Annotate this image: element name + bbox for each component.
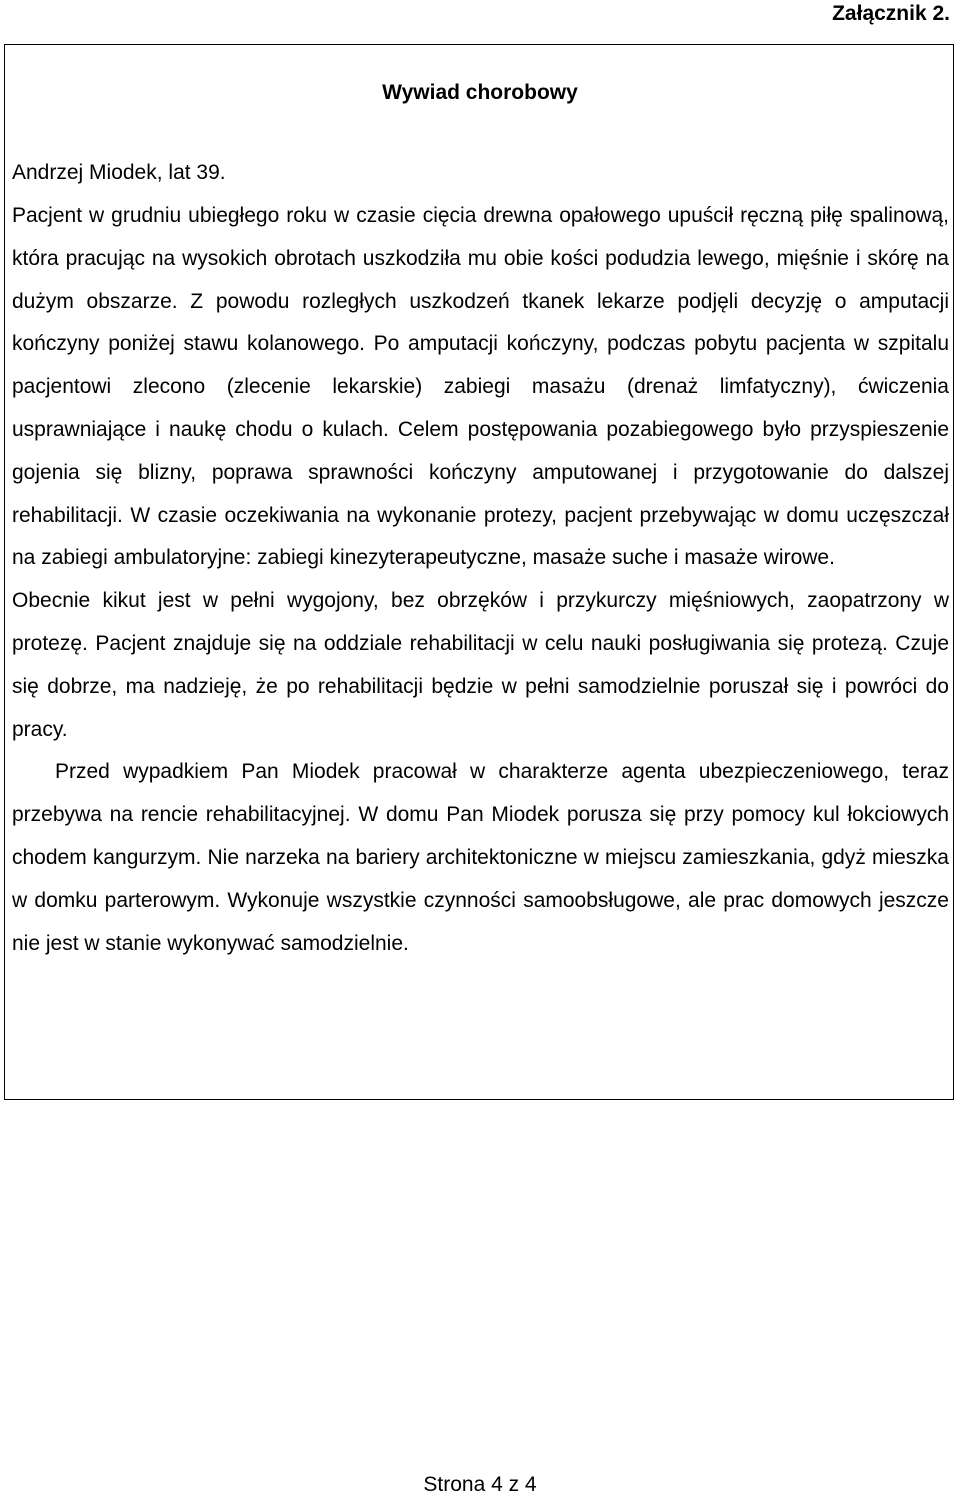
document-title: Wywiad chorobowy [382,81,578,104]
paragraph-current-status: Obecnie kikut jest w pełni wygojony, bez obrzęków i przykurczy mięśniowych, zaopatrzony w protezę. Pacjent znajduje się na oddziale rehabilitacji w celu nauki posługiwania się protezą. Czuje się dobrze, ma nadzieję, że po rehabilitacji będzie w pełni samodzielnie poruszał się i powróci do pracy. [12,589,949,741]
page-number: Strona 4 z 4 [423,1473,537,1496]
paragraph-social: Przed wypadkiem Pan Miodek pracował w charakterze agenta ubezpieczeniowego, teraz przebywa na rencie rehabilitacyjnej. W domu Pan Miodek porusza się przy pomocy kul łokciowych chodem kangurzym. Nie narzeka na bariery architektoniczne w miejscu zamieszkania, gdyż mieszka w domku parterowym. Wykonuje wszystkie czynności samoobsługowe, ale prac domowych jeszcze nie jest w stanie wykonywać samodzielnie. [12,760,949,955]
paragraph-history: Pacjent w grudniu ubiegłego roku w czasie cięcia drewna opałowego upuścił ręczną piłę spalinową, która pracując na wysokich obrotach uszkodziła mu obie kości podudzia lewego, mięśnie i skórę na dużym obszarze. Z powodu rozległych uszkodzeń tkanek lekarze podjęli decyzję o amputacji kończyny poniżej stawu kolanowego. Po amputacji kończyny, podczas pobytu pacjenta w szpitalu pacjentowi zlecono (zlecenie lekarskie) zabiegi masażu (drenaż limfatyczny), ćwiczenia usprawniające i naukę chodu o kulach. Celem postępowania pozabiegowego było przyspieszenie gojenia się blizny, poprawa sprawności kończyny amputowanej i przygotowanie do dalszej rehabilitacji. W czasie oczekiwania na wykonanie protezy, pacjent przebywając w domu uczęszczał na zabiegi ambulatoryjne: zabiegi kinezyterapeutyczne, masaże suche i masaże wirowe. [12,204,949,570]
document-body [12,195,949,965]
attachment-label: Załącznik 2. [832,2,950,25]
patient-info: Andrzej Miodek, lat 39. [12,161,226,184]
